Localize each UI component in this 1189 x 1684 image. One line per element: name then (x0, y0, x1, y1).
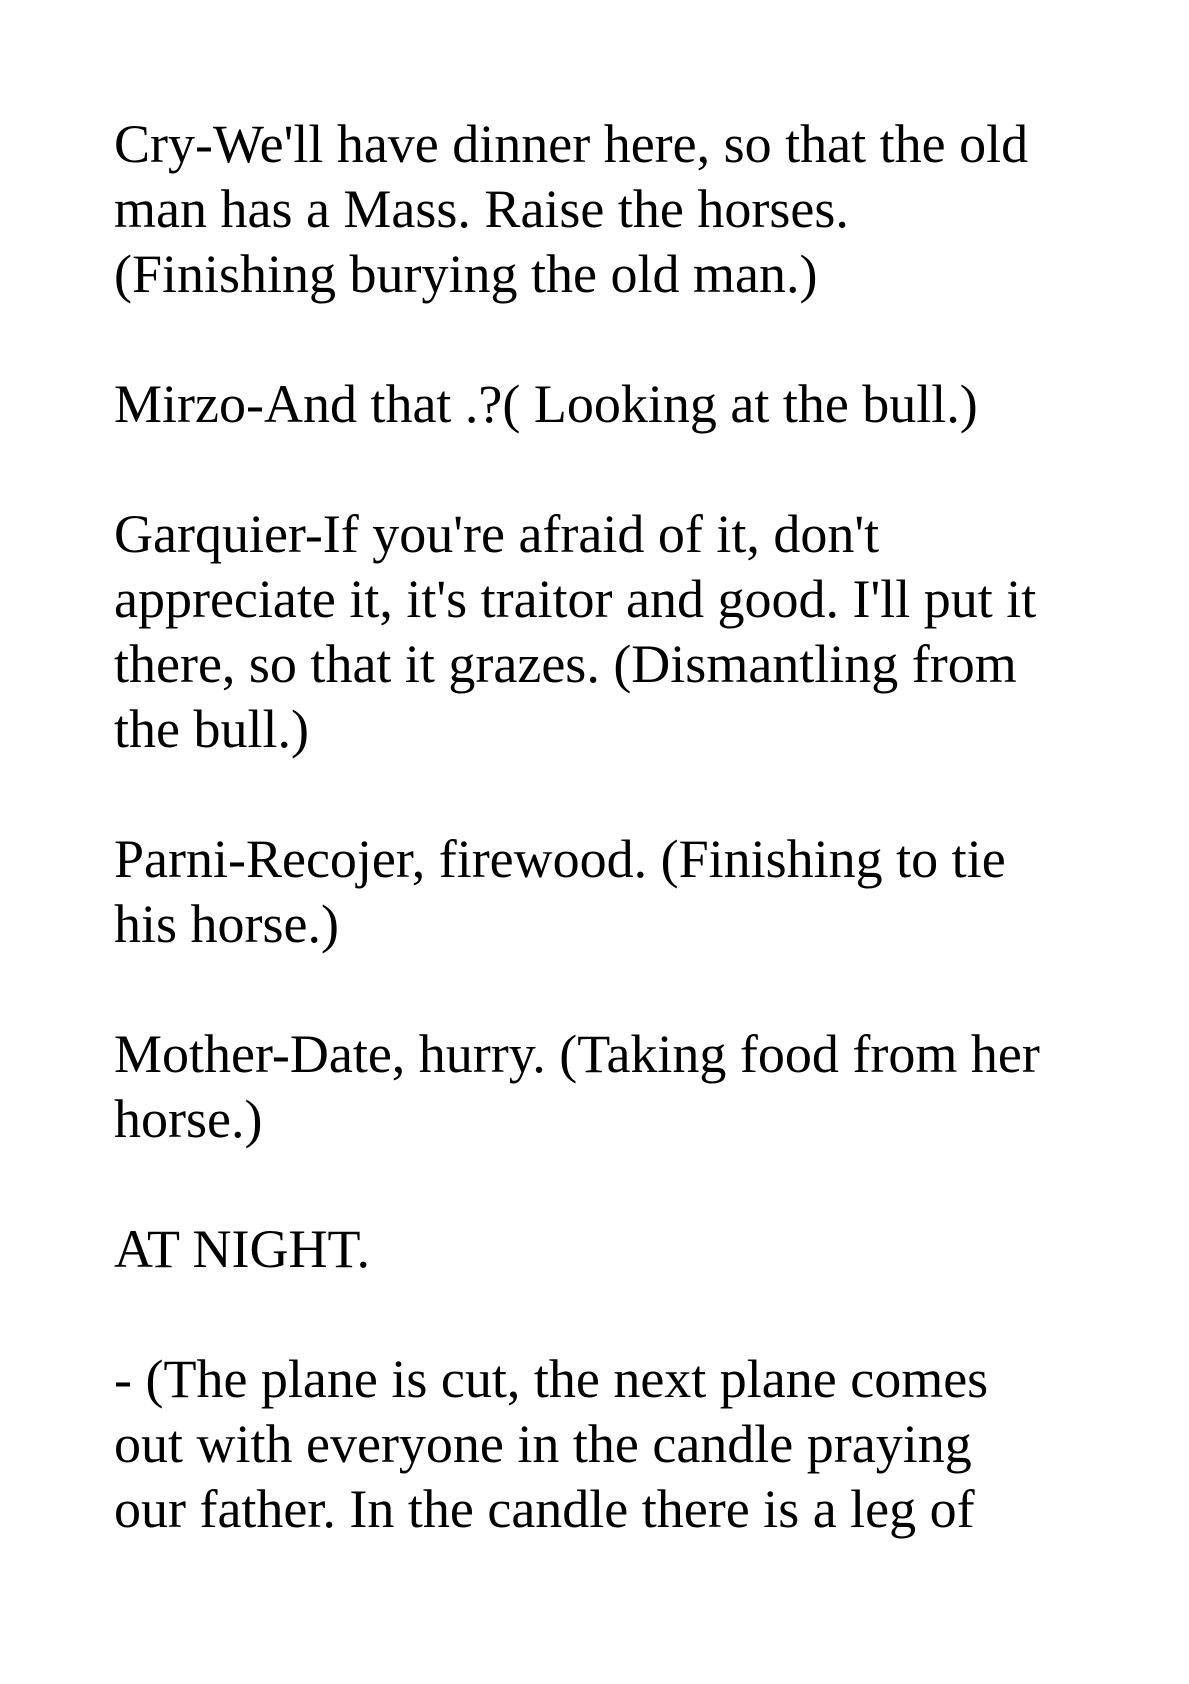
dialogue-paragraph-cry (114, 112, 1104, 307)
text-line: there, so that it grazes. (Dismantling from (114, 634, 1017, 694)
text-line: appreciate it, it's traitor and good. I'll put it (114, 569, 1037, 629)
text-line: the bull.) (114, 699, 309, 759)
text-line: Garquier-If you're afraid of it, don't (114, 504, 880, 564)
text-line: his horse.) (114, 894, 339, 954)
text-line: - (The plane is cut, the next plane comes (114, 1349, 989, 1409)
text-line: out with everyone in the candle praying (114, 1414, 972, 1474)
dialogue-paragraph-mirzo (114, 372, 1104, 437)
text-line: Mirzo-And that .?( Looking at the bull.) (114, 374, 978, 434)
text-line: AT NIGHT. (114, 1219, 370, 1279)
text-line: man has a Mass. Raise the horses. (114, 179, 849, 239)
stage-direction-paragraph (114, 1347, 1104, 1542)
text-line: our father. In the candle there is a leg of (114, 1479, 975, 1539)
document-body (114, 112, 1104, 1607)
text-line: horse.) (114, 1089, 263, 1149)
dialogue-paragraph-parni (114, 827, 1104, 957)
text-line: (Finishing burying the old man.) (114, 244, 818, 304)
dialogue-paragraph-mother (114, 1022, 1104, 1152)
dialogue-paragraph-garquier (114, 502, 1104, 762)
text-line: Parni-Recojer, firewood. (Finishing to tie (114, 829, 1006, 889)
scene-heading (114, 1217, 1104, 1282)
text-line: Cry-We'll have dinner here, so that the old (114, 114, 1029, 174)
text-line: Mother-Date, hurry. (Taking food from her (114, 1024, 1040, 1084)
